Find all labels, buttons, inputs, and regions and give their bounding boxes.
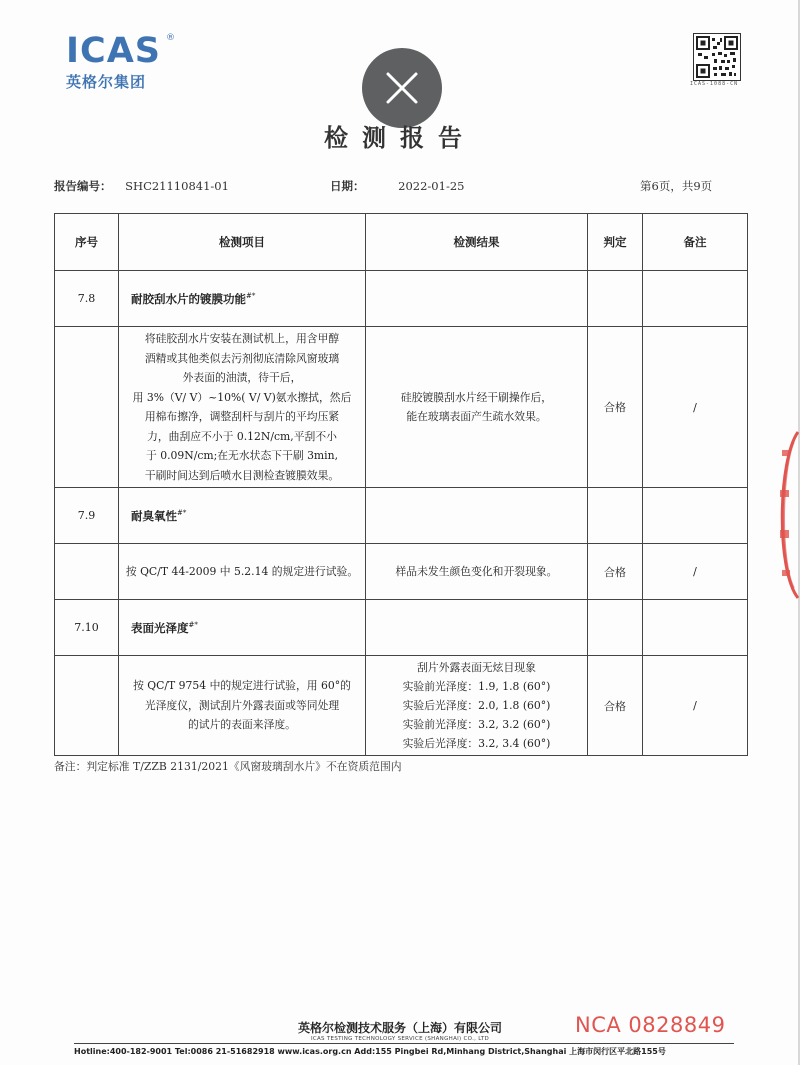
section-row	[55, 271, 748, 327]
footer-contact: Hotline:400-182-9001 Tel:0086 21-51682918 www.icas.org.cn Add:155 Pingbei Rd,Minhang District,Shanghai 上海市闵行区平北路155号	[74, 1047, 666, 1056]
close-icon	[385, 71, 419, 105]
test-method: 将硅胶刮水片安装在测试机上，用含甲醇 酒精或其他类似去污剂彻底清除风窗玻璃 外表面的油渍，待干后， 用 3%（V/ V）~10%( V/ V)氨水擦拭，然后 用棉布擦净，调整刮杆与刮片的平均压紧 力，曲刮应不小于 0.12N/cm,平刮不小 于 0.09N/cm;在无水状态下干刷 3min, 干刷时间达到后喷水目测检查镀膜效果。	[119, 327, 366, 488]
test-result: 样品未发生颜色变化和开裂现象。	[366, 544, 588, 600]
report-date	[330, 178, 464, 194]
section-number: 7.8	[55, 271, 119, 327]
remark: /	[643, 656, 748, 756]
remark: /	[643, 327, 748, 488]
section-mark: #*	[177, 508, 187, 517]
qr-code-icon	[693, 33, 741, 81]
close-button[interactable]	[362, 48, 442, 128]
section-name	[119, 271, 366, 327]
results-table	[54, 213, 748, 756]
table-row	[55, 544, 748, 600]
verdict: 合格	[588, 544, 643, 600]
header-remark: 备注	[643, 214, 748, 271]
verdict: 合格	[588, 656, 643, 756]
page-title: 检测报告	[324, 123, 476, 152]
section-name-text: 耐胶刮水片的镀膜功能	[131, 291, 246, 306]
page-indicator: 第6页，共9页	[640, 179, 713, 193]
logo-chinese-name: 英格尔集团	[66, 73, 147, 91]
seal-stamp-icon	[768, 430, 800, 600]
section-row	[55, 488, 748, 544]
section-name	[119, 488, 366, 544]
remark: /	[643, 544, 748, 600]
section-number: 7.10	[55, 600, 119, 656]
qr-caption: ICAS-1088-CN	[690, 81, 739, 87]
report-number-value: SHC21110841-01	[125, 179, 229, 193]
section-mark: #*	[246, 291, 256, 300]
section-mark: #*	[188, 620, 198, 629]
section-number: 7.9	[55, 488, 119, 544]
header-test-result: 检测结果	[366, 214, 588, 271]
test-method: 按 QC/T 9754 中的规定进行试验，用 60°的 光泽度仪，测试刮片外露表面或等同处理 的试片的表面来泽度。	[119, 656, 366, 756]
section-name-text: 表面光泽度	[131, 620, 189, 635]
section-name-text: 耐臭氧性	[131, 508, 177, 523]
logo-text: ICAS	[66, 31, 162, 71]
report-number	[54, 178, 229, 194]
footer-company-cn: 英格尔检测技术服务（上海）有限公司	[297, 1021, 502, 1035]
test-result: 刮片外露表面无炫目现象 实验前光泽度：1.9, 1.8 (60°) 实验后光泽度：2.0, 1.8 (60°) 实验前光泽度：3.2, 3.2 (60°) 实验后光泽度：3.2, 3.4 (60°)	[366, 656, 588, 756]
section-name	[119, 600, 366, 656]
header-number: 序号	[55, 214, 119, 271]
test-method: 按 QC/T 44-2009 中 5.2.14 的规定进行试验。	[119, 544, 366, 600]
report-date-label: 日期：	[330, 179, 365, 193]
test-result: 硅胶镀膜刮水片经干刷操作后， 能在玻璃表面产生疏水效果。	[366, 327, 588, 488]
header-verdict: 判定	[588, 214, 643, 271]
section-row	[55, 600, 748, 656]
table-header-row	[55, 214, 748, 271]
serial-number: NCA 0828849	[575, 1013, 726, 1037]
logo-registered-mark: ®	[166, 33, 175, 43]
icas-logo	[66, 31, 175, 92]
verdict: 合格	[588, 327, 643, 488]
footer-divider	[74, 1043, 734, 1044]
table-row	[55, 327, 748, 488]
footer-company-en: ICAS TESTING TECHNOLOGY SERVICE (SHANGHAI) CO., LTD	[310, 1036, 490, 1042]
table-note: 备注：判定标准 T/ZZB 2131/2021《风窗玻璃刮水片》不在资质范围内	[54, 760, 402, 773]
report-number-label: 报告编号：	[54, 179, 112, 193]
table-row	[55, 656, 748, 756]
report-date-value: 2022-01-25	[398, 179, 465, 193]
header-test-item: 检测项目	[119, 214, 366, 271]
